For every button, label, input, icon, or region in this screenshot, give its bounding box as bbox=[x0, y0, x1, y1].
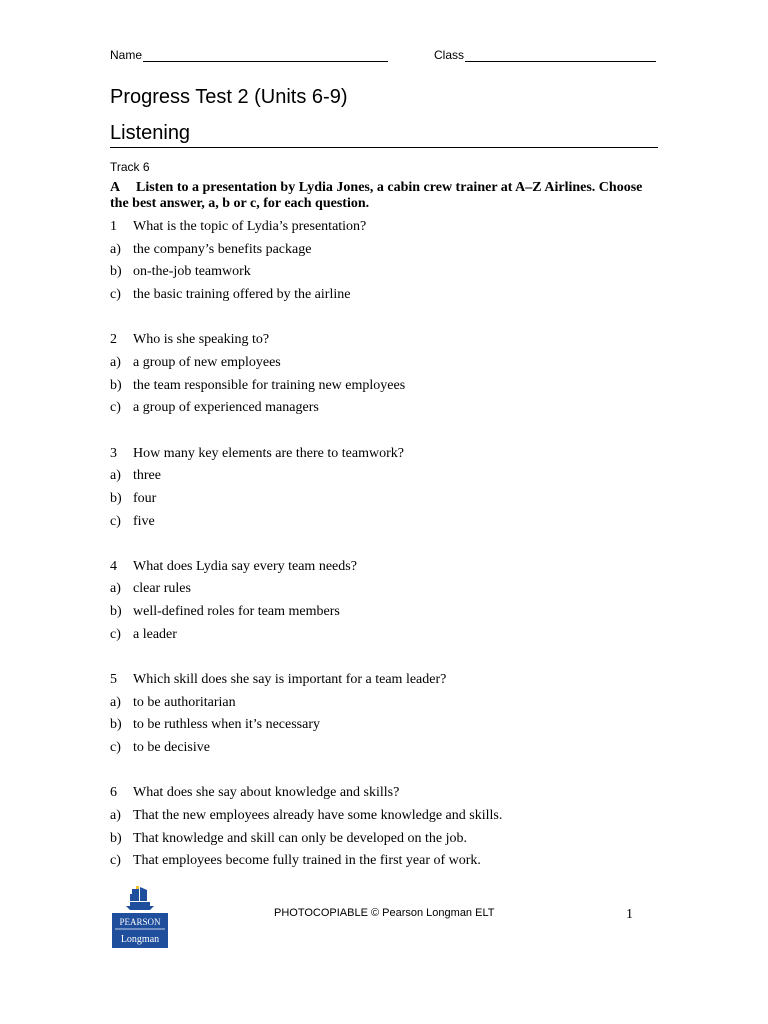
question-stem bbox=[110, 671, 670, 694]
name-label: Name bbox=[110, 48, 143, 62]
question-text: What does Lydia say every team needs? bbox=[133, 558, 357, 574]
option-label: c) bbox=[110, 740, 121, 756]
option-text: a group of experienced managers bbox=[133, 400, 319, 416]
answer-option bbox=[110, 830, 670, 853]
answer-option bbox=[110, 241, 670, 264]
question-4 bbox=[110, 558, 670, 649]
option-label: b) bbox=[110, 264, 122, 280]
option-text: on-the-job teamwork bbox=[133, 264, 251, 280]
footer-copyright: PHOTOCOPIABLE © Pearson Longman ELT bbox=[274, 907, 495, 919]
logo-text-pearson: PEARSON bbox=[119, 917, 161, 927]
answer-option bbox=[110, 513, 670, 536]
question-number: 1 bbox=[110, 219, 117, 234]
answer-option bbox=[110, 399, 670, 422]
page-title: Progress Test 2 (Units 6-9) bbox=[110, 86, 348, 108]
question-2 bbox=[110, 331, 670, 422]
page-number: 1 bbox=[626, 907, 633, 922]
question-number: 3 bbox=[110, 445, 117, 461]
option-text: three bbox=[133, 468, 161, 484]
question-number: 6 bbox=[110, 785, 117, 801]
question-text: Who is she speaking to? bbox=[133, 332, 270, 348]
option-label: c) bbox=[110, 513, 121, 529]
answer-option bbox=[110, 263, 670, 286]
question-number: 5 bbox=[110, 672, 117, 687]
answer-option bbox=[110, 467, 670, 490]
option-text: a leader bbox=[133, 626, 177, 642]
option-label: b) bbox=[110, 604, 122, 620]
answer-option bbox=[110, 286, 670, 309]
question-stem bbox=[110, 445, 670, 468]
option-text: four bbox=[133, 490, 157, 506]
option-label: c) bbox=[110, 626, 121, 642]
pearson-longman-logo bbox=[112, 886, 168, 948]
question-3 bbox=[110, 445, 670, 536]
option-text: to be decisive bbox=[133, 740, 210, 756]
option-label: b) bbox=[110, 830, 122, 846]
question-text: Which skill does she say is important for a team leader? bbox=[133, 672, 447, 687]
answer-option bbox=[110, 354, 670, 377]
answer-option bbox=[110, 603, 670, 626]
class-underline bbox=[465, 48, 656, 62]
option-text: a group of new employees bbox=[133, 354, 281, 370]
option-label: b) bbox=[110, 377, 122, 393]
option-label: a) bbox=[110, 581, 121, 597]
question-stem bbox=[110, 218, 670, 241]
option-text: the basic training offered by the airline bbox=[133, 287, 351, 303]
logo-text-longman: Longman bbox=[120, 934, 160, 945]
option-label: c) bbox=[110, 853, 121, 869]
option-text: to be authoritarian bbox=[133, 694, 236, 710]
section-heading: Listening bbox=[110, 122, 658, 148]
option-label: a) bbox=[110, 468, 121, 484]
option-label: a) bbox=[110, 807, 121, 823]
option-text: five bbox=[133, 513, 155, 529]
answer-option bbox=[110, 852, 670, 875]
answer-option bbox=[110, 716, 670, 739]
option-label: a) bbox=[110, 354, 121, 370]
question-text: How many key elements are there to teamwork? bbox=[133, 445, 404, 461]
answer-option bbox=[110, 807, 670, 830]
option-label: b) bbox=[110, 717, 122, 733]
option-text: the team responsible for training new employees bbox=[133, 377, 406, 393]
question-number: 2 bbox=[110, 332, 117, 348]
option-text: the company’s benefits package bbox=[133, 241, 312, 257]
question-stem bbox=[110, 558, 670, 581]
instruction-text: Listen to a presentation by Lydia Jones, a cabin crew trainer at A–Z Airlines. Choose the best answer, a, b or c, for each question. bbox=[110, 180, 643, 211]
option-text: well-defined roles for team members bbox=[133, 604, 340, 620]
option-label: c) bbox=[110, 400, 121, 416]
instruction bbox=[110, 180, 660, 212]
option-text: That the new employees already have some knowledge and skills. bbox=[133, 807, 503, 823]
answer-option bbox=[110, 490, 670, 513]
question-text: What is the topic of Lydia’s presentation? bbox=[133, 219, 367, 234]
answer-option bbox=[110, 739, 670, 762]
option-label: b) bbox=[110, 490, 122, 506]
option-label: a) bbox=[110, 241, 121, 257]
answer-option bbox=[110, 377, 670, 400]
question-stem bbox=[110, 784, 670, 807]
track-label: Track 6 bbox=[110, 160, 150, 174]
name-field bbox=[110, 48, 388, 62]
question-6 bbox=[110, 784, 670, 875]
question-stem bbox=[110, 331, 670, 354]
question-list bbox=[110, 218, 670, 898]
answer-option bbox=[110, 580, 670, 603]
instruction-letter: A bbox=[110, 180, 121, 195]
option-text: to be ruthless when it’s necessary bbox=[133, 717, 321, 733]
option-text: That knowledge and skill can only be developed on the job. bbox=[133, 830, 467, 846]
class-label: Class bbox=[434, 48, 465, 62]
option-label: a) bbox=[110, 694, 121, 710]
answer-option bbox=[110, 626, 670, 649]
option-text: That employees become fully trained in the first year of work. bbox=[133, 853, 481, 869]
question-1 bbox=[110, 218, 670, 309]
name-underline bbox=[143, 48, 388, 62]
question-number: 4 bbox=[110, 558, 117, 574]
question-5 bbox=[110, 671, 670, 762]
ship-icon bbox=[126, 886, 154, 910]
option-text: clear rules bbox=[133, 581, 191, 597]
option-label: c) bbox=[110, 287, 121, 303]
question-text: What does she say about knowledge and skills? bbox=[133, 785, 400, 801]
class-field bbox=[434, 48, 656, 62]
answer-option bbox=[110, 694, 670, 717]
